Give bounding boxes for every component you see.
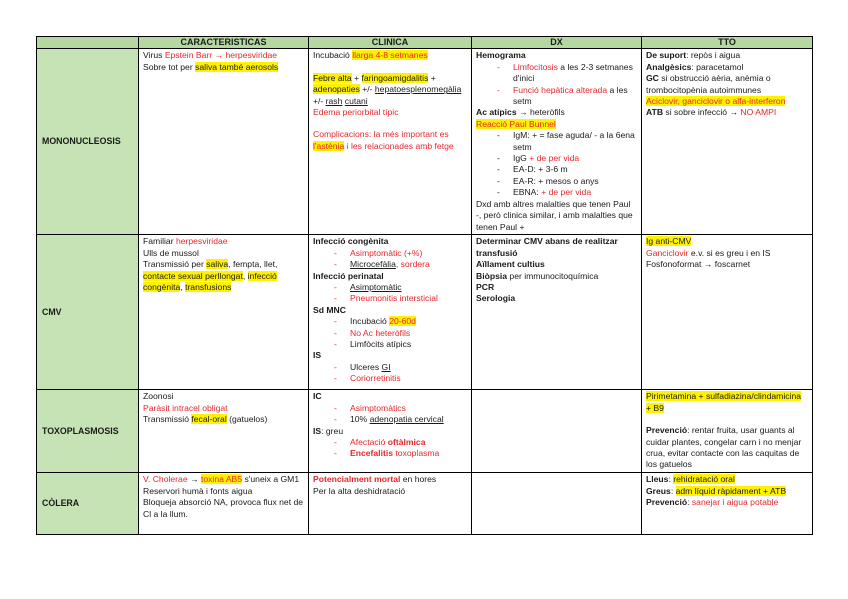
- header-tto: TTO: [642, 37, 813, 49]
- row-colera: [37, 473, 813, 535]
- toxo-caracteristicas: Zoonosi Paràsit intracel obligat Transmissió fecal-oral (gatuelos): [139, 390, 309, 473]
- cmv-clinica: Infecció congènita - Asimptomàtic (+%) - Microcefàlia, sordera Infecció perinatal - Asimptomàtic - Pneumonitis intersticial Sd MNC - Incubació 20-60d - No Ac heteròfils - Limfòcits atípics IS - Ulceres GI - Coriorretinitis: [309, 235, 472, 390]
- header-dx: DX: [472, 37, 642, 49]
- toxo-clinica: IC - Asimptomàtics - 10% adenopatia cervical IS: greu - Afectació oftàlmica - Encefalitis toxoplasma: [309, 390, 472, 473]
- cmv-dx: Determinar CMV abans de realitzar transfusió Aïllament cultius Biòpsia per immunocitoquímica PCR Serologia: [472, 235, 642, 390]
- header-row: [37, 37, 813, 49]
- toxo-tto: Pirimetamina + sulfadiazina/clindamicina + B9 Prevenció: rentar fruita, usar guants al cuidar plantes, congelar carn i no menjar crua, evitar contacte con las caquitas de los gatuelos: [642, 390, 813, 473]
- mono-tto: De suport: repòs i aigua Analgèsics: paracetamol GC si obstrucció aèria, anèmia o trombocitopènia autoimmunes Aciclovir, ganciclovir o alfa-interferon ATB si sobre infecció → NO AMPI: [642, 49, 813, 235]
- colera-clinica: Potencialment mortal en hores Per la alta deshidratació: [309, 473, 472, 535]
- medical-summary-table: [36, 36, 813, 535]
- cmv-tto: Ig anti-CMV Ganciclovir e.v. si es greu i en IS Fosfonoformat → foscarnet: [642, 235, 813, 390]
- disease-cmv: CMV: [37, 235, 139, 390]
- disease-toxoplasmosis: TOXOPLASMOSIS: [37, 390, 139, 473]
- row-toxoplasmosis: [37, 390, 813, 473]
- header-caracteristicas: CARACTERISTICAS: [139, 37, 309, 49]
- toxo-dx: [472, 390, 642, 473]
- row-mononucleosis: [37, 49, 813, 235]
- disease-colera: CÒLERA: [37, 473, 139, 535]
- mono-caracteristicas: Virus Epstein Barr → herpesviridae Sobre tot per saliva també aerosols: [139, 49, 309, 235]
- colera-dx: [472, 473, 642, 535]
- header-empty: [37, 37, 139, 49]
- colera-tto: Lleus: rehidratació oral Greus: adm líquid ràpidament + ATB Prevenció: sanejar i aigua potable: [642, 473, 813, 535]
- mono-dx: Hemograma - Limfocitosis a les 2-3 setmanes d'inici - Funció hepàtica alterada a les setm Ac atípics → heteròfils Reacció Paul Bunnel - IgM: + = fase aguda/ - a la 6ena setm - IgG + de per vida - EA-D: + 3-6 m - EA-R: + mesos o anys - EBNA: + de per vida Dxd amb altres malalties que tenen Paul -, però clinica similar, i amb malalties que tenen Paul +: [472, 49, 642, 235]
- row-cmv: [37, 235, 813, 390]
- mono-clinica: Incubació llarga 4-8 setmanes Febre alta + faringoamigdalitis + adenopaties +/- hepatoesplenomegàlia +/- rash cutani Edema periorbital típic Complicacions: la més important es l'astènia i les relacionades amb fetge: [309, 49, 472, 235]
- cmv-caracteristicas: Familiar herpesviridae Ulls de mussol Transmissió per saliva, fempta, llet, contacte sexual perllongat, infecció congènita, transfusions: [139, 235, 309, 390]
- disease-mononucleosis: MONONUCLEOSIS: [37, 49, 139, 235]
- header-clinica: CLINICA: [309, 37, 472, 49]
- colera-caracteristicas: V. Cholerae → toxina AB5 s'uneix a GM1 Reservori humà i fonts aigua Bloqueja absorció NA, provoca flux net de Cl a la llum.: [139, 473, 309, 535]
